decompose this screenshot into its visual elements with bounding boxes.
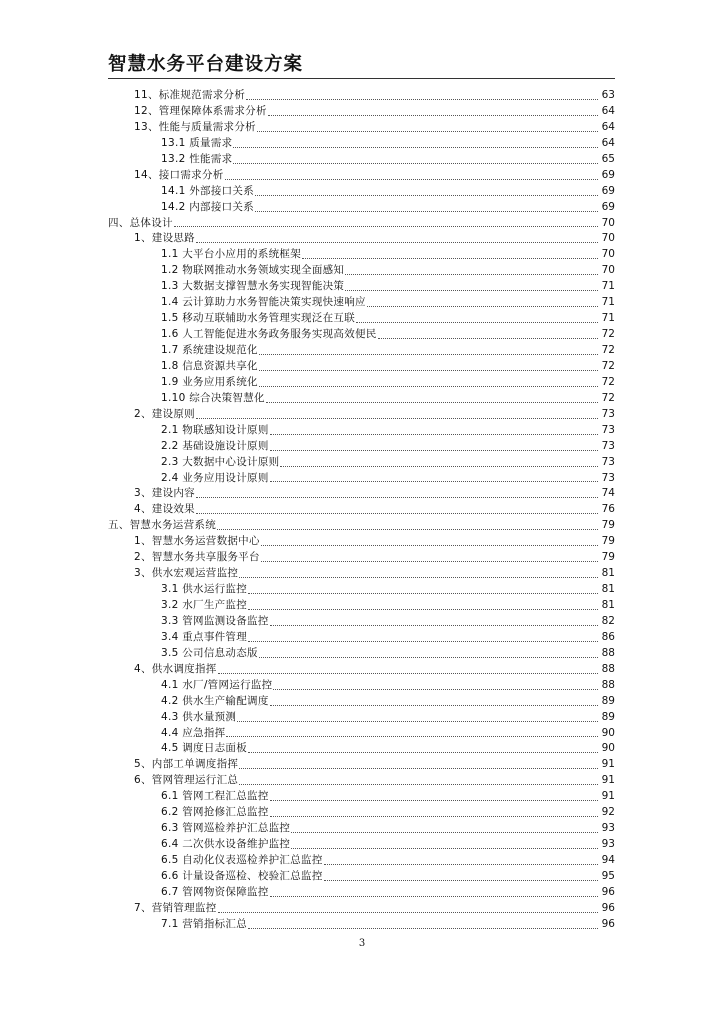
toc-entry-label: 4、供水调度指挥 [134,662,217,675]
toc-entry-page: 69 [601,200,615,213]
toc-entry[interactable] [108,550,615,566]
table-of-contents [108,88,615,933]
toc-entry-page: 70 [601,216,615,229]
toc-entry-page: 79 [601,551,615,564]
toc-entry-label: 4.5 调度日志面板 [161,742,248,755]
toc-entry-page: 64 [601,136,615,149]
toc-entry[interactable] [108,694,615,710]
toc-dot-leader [239,767,598,769]
toc-entry[interactable] [108,646,615,662]
toc-dot-leader [345,289,598,291]
toc-entry-page: 93 [601,838,615,851]
toc-dot-leader [259,385,598,387]
toc-entry-label: 1、智慧水务运营数据中心 [134,535,260,548]
toc-entry-page: 71 [601,312,615,325]
page-header-title: 智慧水务平台建设方案 [108,54,304,75]
toc-dot-leader [356,321,598,323]
toc-dot-leader [270,895,598,897]
toc-entry-page: 73 [601,471,615,484]
toc-dot-leader [261,560,598,562]
toc-entry[interactable] [108,407,615,423]
toc-entry-page: 71 [601,296,615,309]
toc-dot-leader [302,257,598,259]
toc-entry[interactable] [108,439,615,455]
toc-entry-page: 79 [601,519,615,532]
toc-entry[interactable] [108,741,615,757]
toc-entry[interactable] [108,231,615,247]
toc-entry-page: 76 [601,503,615,516]
toc-dot-leader [270,433,598,435]
toc-entry-page: 90 [601,726,615,739]
toc-entry-page: 93 [601,822,615,835]
toc-dot-leader [259,656,598,658]
toc-entry-label: 4.1 水厂/管网运行监控 [161,678,273,691]
toc-entry-page: 91 [601,790,615,803]
toc-dot-leader [291,831,598,833]
toc-entry-page: 69 [601,168,615,181]
toc-entry[interactable] [108,423,615,439]
toc-entry-label: 14、接口需求分析 [134,168,224,181]
page-number: 3 [358,938,366,949]
toc-entry-page: 70 [601,264,615,277]
toc-entry-label: 5、内部工单调度指挥 [134,758,239,771]
toc-entry[interactable] [108,917,615,933]
toc-entry[interactable] [108,263,615,279]
toc-entry[interactable] [108,120,615,136]
toc-entry-page: 89 [601,694,615,707]
toc-entry[interactable] [108,375,615,391]
toc-entry-page: 81 [601,567,615,580]
toc-entry-page: 72 [601,344,615,356]
toc-entry-label: 1、建设思路 [134,232,195,245]
toc-entry-label: 6.6 计量设备巡检、校验汇总监控 [161,869,323,882]
toc-entry[interactable] [108,598,615,614]
toc-entry-page: 70 [601,248,615,261]
toc-entry-label: 2.2 基础设施设计原则 [161,439,269,452]
toc-entry-page: 88 [601,646,615,659]
toc-entry-page: 72 [601,328,615,341]
toc-dot-leader [196,496,598,498]
toc-entry-page: 73 [601,423,615,436]
toc-dot-leader [259,369,598,371]
toc-entry-page: 91 [601,758,615,771]
toc-dot-leader [233,146,598,148]
toc-entry-page: 64 [601,120,615,133]
toc-entry[interactable] [108,614,615,630]
toc-dot-leader [345,273,598,275]
toc-entry[interactable] [108,216,615,232]
toc-entry-page: 64 [601,104,615,117]
toc-entry-label: 7.1 营销指标汇总 [161,917,248,930]
toc-entry-page: 96 [601,885,615,898]
toc-dot-leader [239,576,598,578]
toc-entry-label: 3.2 水厂生产监控 [161,599,248,611]
toc-dot-leader [324,863,598,865]
toc-entry[interactable] [108,502,615,518]
toc-dot-leader [257,130,598,132]
toc-dot-leader [270,815,598,817]
toc-dot-leader [270,449,598,451]
toc-entry[interactable] [108,853,615,869]
toc-entry[interactable] [108,391,615,407]
toc-entry-label: 4.3 供水量预测 [161,710,237,723]
toc-entry[interactable] [108,136,615,152]
toc-entry-page: 74 [601,487,615,500]
toc-dot-leader [248,751,598,753]
toc-entry[interactable] [108,471,615,487]
toc-entry-label: 11、标准规范需求分析 [134,89,246,101]
toc-entry[interactable] [108,104,615,120]
toc-entry-page: 90 [601,742,615,755]
toc-entry-label: 3.3 管网监测设备监控 [161,614,269,627]
toc-entry-label: 6.7 管网物资保障监控 [161,885,269,898]
toc-dot-leader [255,194,598,196]
toc-entry-label: 14.1 外部接口关系 [161,184,255,197]
toc-entry[interactable] [108,710,615,726]
toc-entry-label: 1.5 移动互联辅助水务管理实现泛在互联 [161,312,356,325]
toc-entry[interactable] [108,311,615,327]
toc-entry-label: 6.3 管网巡检养护汇总监控 [161,822,291,835]
toc-entry-label: 6.4 二次供水设备维护监控 [161,838,291,851]
toc-dot-leader [196,512,598,514]
toc-entry-page: 88 [601,678,615,691]
toc-entry[interactable] [108,343,615,359]
toc-entry[interactable] [108,534,615,550]
toc-dot-leader [273,688,598,690]
toc-entry-label: 6、管网管理运行汇总 [134,774,239,787]
toc-entry[interactable] [108,726,615,742]
toc-entry[interactable] [108,821,615,837]
toc-dot-leader [218,672,598,674]
toc-dot-leader [268,114,598,116]
toc-entry-label: 2.3 大数据中心设计原则 [161,455,280,468]
toc-entry-page: 89 [601,710,615,723]
toc-entry-page: 92 [601,806,615,819]
toc-dot-leader [266,401,598,403]
toc-entry-label: 13、性能与质量需求分析 [134,120,256,133]
toc-entry-label: 13.2 性能需求 [161,152,233,165]
toc-entry-label: 1.3 大数据支撑智慧水务实现智能决策 [161,280,345,293]
toc-dot-leader [239,783,598,785]
toc-entry[interactable] [108,885,615,901]
toc-entry-label: 四、总体设计 [108,216,173,229]
toc-entry-label: 6.1 管网工程汇总监控 [161,790,269,803]
toc-dot-leader [248,640,598,642]
toc-entry-page: 72 [601,375,615,388]
toc-entry-label: 3、供水宏观运营监控 [134,567,239,580]
toc-entry[interactable] [108,805,615,821]
toc-entry-label: 13.1 质量需求 [161,136,233,149]
toc-dot-leader [280,465,598,467]
toc-entry[interactable] [108,789,615,805]
toc-entry[interactable] [108,455,615,471]
toc-entry-label: 1.6 人工智能促进水务政务服务实现高效便民 [161,328,377,341]
toc-entry-label: 3.1 供水运行监控 [161,583,248,596]
toc-entry-page: 70 [601,232,615,245]
toc-dot-leader [174,225,598,227]
toc-dot-leader [270,480,598,482]
toc-entry-label: 五、智慧水务运营系统 [108,519,216,532]
toc-entry-page: 69 [601,184,615,197]
toc-entry-page: 73 [601,407,615,420]
toc-entry[interactable] [108,678,615,694]
toc-entry[interactable] [108,184,615,200]
toc-entry-label: 1.8 信息资源共享化 [161,359,258,372]
toc-entry-page: 79 [601,535,615,548]
toc-dot-leader [196,417,598,419]
toc-entry-label: 3.4 重点事件管理 [161,630,248,643]
toc-entry-label: 4.2 供水生产输配调度 [161,694,269,707]
toc-entry[interactable] [108,869,615,885]
toc-dot-leader [261,544,598,546]
toc-entry[interactable] [108,773,615,789]
toc-entry-page: 88 [601,662,615,675]
toc-dot-leader [255,210,598,212]
toc-entry-label: 3、建设内容 [134,487,195,500]
toc-entry-label: 4.4 应急指挥 [161,726,226,739]
toc-entry[interactable] [108,901,615,917]
toc-entry[interactable] [108,486,615,502]
toc-dot-leader [217,528,598,530]
toc-entry-label: 2、建设原则 [134,407,195,420]
toc-entry-page: 95 [601,869,615,882]
toc-entry-label: 7、营销管理监控 [134,901,217,914]
toc-dot-leader [270,624,598,626]
toc-entry-label: 1.2 物联网推动水务领域实现全面感知 [161,264,345,277]
toc-dot-leader [248,592,598,594]
toc-dot-leader [367,305,598,307]
toc-dot-leader [225,178,598,180]
toc-entry-label: 2、智慧水务共享服务平台 [134,551,260,564]
toc-entry[interactable] [108,279,615,295]
toc-dot-leader [237,720,598,722]
toc-entry-page: 81 [601,599,615,611]
toc-entry-label: 2.1 物联感知设计原则 [161,423,269,436]
header-divider [108,78,615,79]
toc-entry-page: 72 [601,359,615,372]
toc-entry-page: 91 [601,774,615,787]
toc-entry-page: 65 [601,152,615,165]
toc-dot-leader [324,879,598,881]
toc-entry[interactable] [108,518,615,534]
toc-entry[interactable] [108,582,615,598]
toc-entry[interactable] [108,837,615,853]
toc-entry-page: 71 [601,280,615,293]
toc-entry-page: 73 [601,439,615,452]
toc-entry-label: 1.4 云计算助力水务智能决策实现快速响应 [161,296,366,309]
toc-entry-page: 73 [601,455,615,468]
toc-entry[interactable] [108,88,615,104]
toc-entry-label: 6.2 管网抢修汇总监控 [161,806,269,819]
toc-entry-label: 3.5 公司信息动态版 [161,646,258,659]
toc-dot-leader [196,241,598,243]
toc-dot-leader [291,847,598,849]
toc-entry-label: 4、建设效果 [134,503,195,516]
toc-dot-leader [378,337,598,339]
toc-dot-leader [233,162,598,164]
toc-entry[interactable] [108,566,615,582]
toc-entry[interactable] [108,630,615,646]
toc-entry-label: 1.1 大平台小应用的系统框架 [161,248,302,261]
toc-entry-page: 96 [601,901,615,914]
toc-entry-label: 1.7 系统建设规范化 [161,344,258,356]
toc-entry-page: 86 [601,630,615,643]
toc-entry-page: 82 [601,614,615,627]
toc-entry[interactable] [108,327,615,343]
toc-entry-page: 96 [601,917,615,930]
toc-entry-label: 1.10 综合决策智慧化 [161,391,265,404]
toc-entry-page: 72 [601,391,615,404]
toc-entry-label: 6.5 自动化仪表巡检养护汇总监控 [161,854,323,866]
toc-entry[interactable] [108,662,615,678]
toc-dot-leader [270,799,598,801]
toc-dot-leader [246,98,598,100]
toc-entry[interactable] [108,168,615,184]
toc-entry-page: 63 [601,89,615,101]
toc-dot-leader [259,353,598,355]
toc-entry[interactable] [108,247,615,263]
toc-entry-page: 81 [601,583,615,596]
toc-entry-label: 1.9 业务应用系统化 [161,375,258,388]
toc-entry[interactable] [108,359,615,375]
toc-entry[interactable] [108,757,615,773]
toc-entry-label: 14.2 内部接口关系 [161,200,255,213]
toc-entry[interactable] [108,295,615,311]
toc-dot-leader [248,608,598,610]
toc-dot-leader [226,735,598,737]
toc-entry[interactable] [108,152,615,168]
toc-entry-page: 94 [601,854,615,866]
toc-entry[interactable] [108,200,615,216]
toc-dot-leader [270,704,598,706]
toc-dot-leader [248,927,598,929]
toc-entry-label: 12、管理保障体系需求分析 [134,104,267,117]
toc-entry-label: 2.4 业务应用设计原则 [161,471,269,484]
toc-dot-leader [218,911,598,913]
